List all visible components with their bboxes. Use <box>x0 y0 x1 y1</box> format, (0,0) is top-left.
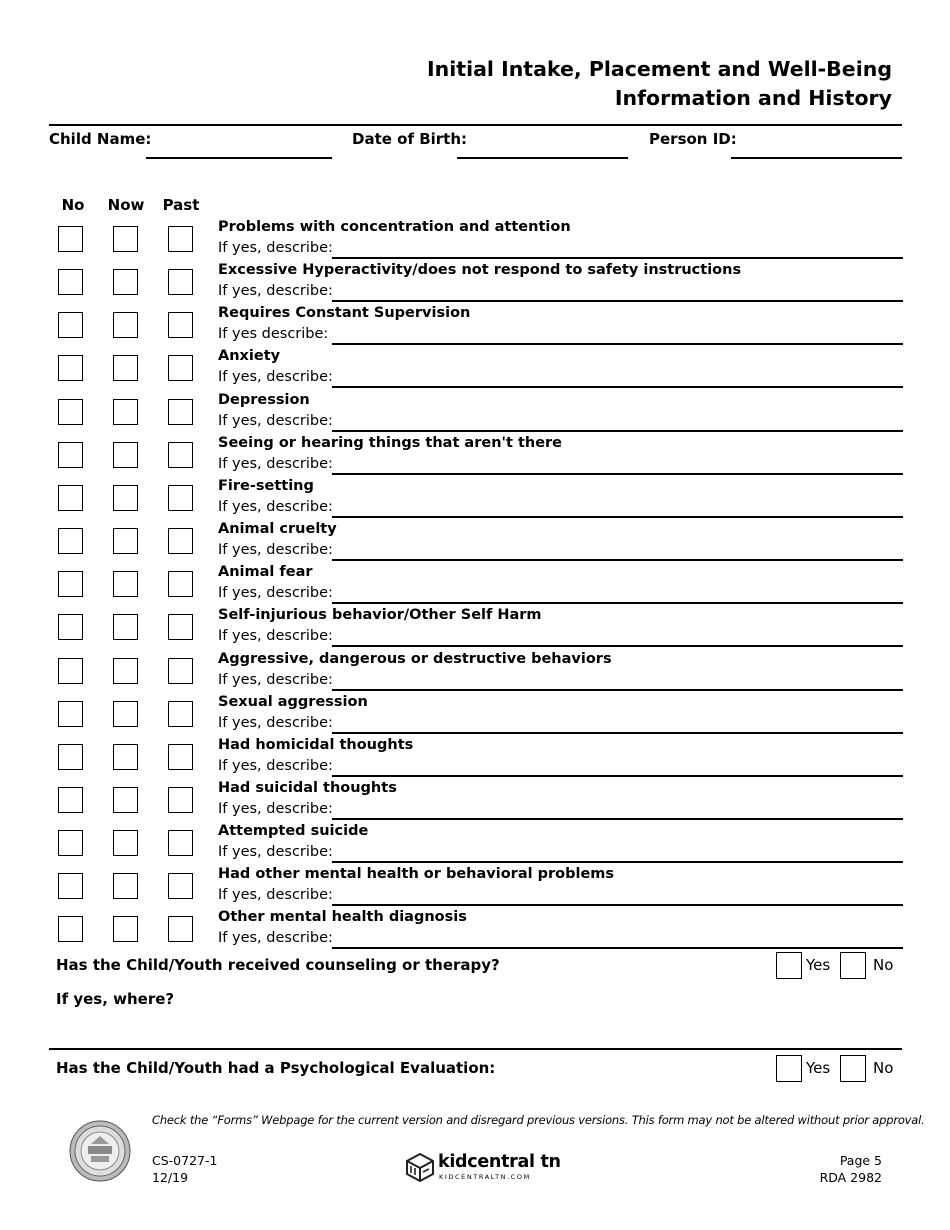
checkbox-past[interactable] <box>168 830 193 856</box>
checklist-row <box>0 348 950 391</box>
checkbox-no[interactable] <box>58 916 83 942</box>
item-title: Problems with concentration and attention <box>218 219 571 235</box>
item-describe-field[interactable] <box>332 386 903 388</box>
checkbox-past[interactable] <box>168 658 193 684</box>
page-number: Page 5 <box>839 1153 882 1168</box>
item-describe-field[interactable] <box>332 904 903 906</box>
item-describe-field[interactable] <box>332 947 903 949</box>
checklist-row <box>0 823 950 866</box>
checklist-row <box>0 607 950 650</box>
checkbox-past[interactable] <box>168 873 193 899</box>
item-title: Had suicidal thoughts <box>218 780 397 796</box>
checkbox-now[interactable] <box>113 442 138 468</box>
checkbox-past[interactable] <box>168 226 193 252</box>
item-describe-label: If yes, describe: <box>218 930 333 946</box>
checklist-row <box>0 219 950 262</box>
checklist-row <box>0 478 950 521</box>
item-describe-label: If yes, describe: <box>218 369 333 385</box>
form-title-line2: Information and History <box>614 86 892 110</box>
checkbox-past[interactable] <box>168 485 193 511</box>
item-describe-label: If yes, describe: <box>218 542 333 558</box>
checkbox-past[interactable] <box>168 312 193 338</box>
checkbox-no[interactable] <box>58 658 83 684</box>
checklist-row <box>0 737 950 780</box>
item-title: Self-injurious behavior/Other Self Harm <box>218 607 542 623</box>
checklist-row <box>0 866 950 909</box>
item-describe-field[interactable] <box>332 516 903 518</box>
counseling-where-field[interactable] <box>150 1010 902 1046</box>
item-title: Requires Constant Supervision <box>218 305 471 321</box>
counseling-no-label: No <box>873 956 894 974</box>
checkbox-past[interactable] <box>168 614 193 640</box>
item-describe-field[interactable] <box>332 300 903 302</box>
checkbox-no[interactable] <box>58 787 83 813</box>
kidcentral-logo-subtext: KIDCENTRALTN.COM <box>439 1173 531 1181</box>
checkbox-past[interactable] <box>168 355 193 381</box>
item-describe-label: If yes describe: <box>218 326 329 342</box>
checkbox-past[interactable] <box>168 787 193 813</box>
item-describe-field[interactable] <box>332 257 903 259</box>
checklist-row <box>0 694 950 737</box>
checklist-row <box>0 909 950 952</box>
checkbox-no[interactable] <box>58 312 83 338</box>
item-describe-label: If yes, describe: <box>218 758 333 774</box>
item-title: Depression <box>218 392 310 408</box>
psych-eval-yes-checkbox[interactable] <box>776 1055 802 1082</box>
checkbox-past[interactable] <box>168 744 193 770</box>
column-no: No <box>61 196 85 214</box>
item-describe-field[interactable] <box>332 343 903 345</box>
checklist-row <box>0 780 950 823</box>
kidcentral-logo-text: kidcentral tn <box>438 1152 561 1172</box>
checkbox-past[interactable] <box>168 571 193 597</box>
dob-label: Date of Birth: <box>352 130 468 148</box>
item-describe-label: If yes, describe: <box>218 672 333 688</box>
checklist-row <box>0 651 950 694</box>
item-title: Seeing or hearing things that aren't there <box>218 435 563 451</box>
child-name-label: Child Name: <box>49 130 152 148</box>
checkbox-no[interactable] <box>58 744 83 770</box>
checkbox-now[interactable] <box>113 571 138 597</box>
checkbox-past[interactable] <box>168 916 193 942</box>
item-describe-field[interactable] <box>332 775 903 777</box>
checkbox-no[interactable] <box>58 528 83 554</box>
checkbox-now[interactable] <box>113 658 138 684</box>
counseling-where-label: If yes, where? <box>56 990 175 1008</box>
checkbox-no[interactable] <box>58 873 83 899</box>
form-number: CS-0727-1 <box>152 1153 218 1168</box>
item-describe-field[interactable] <box>332 732 903 734</box>
person-id-field[interactable] <box>731 157 902 159</box>
psych-eval-question: Has the Child/Youth had a Psychological Evaluation: <box>56 1059 496 1077</box>
item-describe-label: If yes, describe: <box>218 585 333 601</box>
column-past: Past <box>162 196 200 214</box>
item-title: Attempted suicide <box>218 823 369 839</box>
checkbox-now[interactable] <box>113 873 138 899</box>
checkbox-now[interactable] <box>113 312 138 338</box>
dob-field[interactable] <box>457 157 628 159</box>
checkbox-no[interactable] <box>58 226 83 252</box>
checklist-row <box>0 305 950 348</box>
item-title: Had other mental health or behavioral problems <box>218 866 615 882</box>
checkbox-no[interactable] <box>58 701 83 727</box>
item-describe-label: If yes, describe: <box>218 240 333 256</box>
item-title: Other mental health diagnosis <box>218 909 467 925</box>
checkbox-now[interactable] <box>113 744 138 770</box>
checkbox-no[interactable] <box>58 485 83 511</box>
seal-icon <box>69 1120 131 1182</box>
checkbox-now[interactable] <box>113 916 138 942</box>
form-title <box>427 55 892 113</box>
section-divider <box>49 1048 902 1050</box>
checkbox-no[interactable] <box>58 442 83 468</box>
item-title: Aggressive, dangerous or destructive behaviors <box>218 651 612 667</box>
item-title: Had homicidal thoughts <box>218 737 414 753</box>
item-describe-label: If yes, describe: <box>218 801 333 817</box>
item-describe-label: If yes, describe: <box>218 628 333 644</box>
item-describe-field[interactable] <box>332 689 903 691</box>
checklist-row <box>0 435 950 478</box>
kidcentral-logo <box>405 1152 561 1184</box>
item-title: Anxiety <box>218 348 281 364</box>
checkbox-now[interactable] <box>113 614 138 640</box>
checkbox-no[interactable] <box>58 399 83 425</box>
item-title: Sexual aggression <box>218 694 368 710</box>
item-describe-field[interactable] <box>332 645 903 647</box>
item-describe-label: If yes, describe: <box>218 887 333 903</box>
item-describe-label: If yes, describe: <box>218 413 333 429</box>
header-divider <box>49 124 902 126</box>
counseling-question: Has the Child/Youth received counseling or therapy? <box>56 956 500 974</box>
checkbox-now[interactable] <box>113 269 138 295</box>
item-describe-label: If yes, describe: <box>218 844 333 860</box>
child-name-field[interactable] <box>146 157 332 159</box>
item-describe-label: If yes, describe: <box>218 715 333 731</box>
checkbox-past[interactable] <box>168 399 193 425</box>
column-now: Now <box>107 196 145 214</box>
footer-note: Check the “Forms” Webpage for the current version and disregard previous versions. This form may not be altered without prior approval. <box>152 1113 925 1127</box>
checkbox-now[interactable] <box>113 485 138 511</box>
item-describe-label: If yes, describe: <box>218 499 333 515</box>
checkbox-now[interactable] <box>113 787 138 813</box>
item-describe-field[interactable] <box>332 818 903 820</box>
counseling-yes-label: Yes <box>806 956 831 974</box>
item-describe-field[interactable] <box>332 861 903 863</box>
checkbox-no[interactable] <box>58 355 83 381</box>
tennessee-state-seal <box>69 1120 131 1182</box>
checklist-row <box>0 521 950 564</box>
counseling-yes-checkbox[interactable] <box>776 952 802 979</box>
checkbox-no[interactable] <box>58 830 83 856</box>
checklist-row <box>0 392 950 435</box>
item-describe-label: If yes, describe: <box>218 283 333 299</box>
rda-number: RDA 2982 <box>819 1170 882 1185</box>
item-describe-label: If yes, describe: <box>218 456 333 472</box>
checkbox-now[interactable] <box>113 226 138 252</box>
checkbox-past[interactable] <box>168 701 193 727</box>
checkbox-no[interactable] <box>58 269 83 295</box>
form-date: 12/19 <box>152 1170 189 1185</box>
item-describe-field[interactable] <box>332 602 903 604</box>
checkbox-now[interactable] <box>113 528 138 554</box>
counseling-no-checkbox[interactable] <box>840 952 866 979</box>
checkbox-now[interactable] <box>113 355 138 381</box>
person-id-label: Person ID: <box>649 130 737 148</box>
item-title: Fire-setting <box>218 478 314 494</box>
checkbox-now[interactable] <box>113 830 138 856</box>
item-describe-field[interactable] <box>332 559 903 561</box>
item-title: Animal fear <box>218 564 313 580</box>
item-describe-field[interactable] <box>332 473 903 475</box>
checklist-row <box>0 564 950 607</box>
psych-eval-yes-label: Yes <box>806 1059 831 1077</box>
checkbox-past[interactable] <box>168 269 193 295</box>
item-title: Excessive Hyperactivity/does not respond to safety instructions <box>218 262 742 278</box>
checkbox-now[interactable] <box>113 701 138 727</box>
item-describe-field[interactable] <box>332 430 903 432</box>
checkbox-no[interactable] <box>58 614 83 640</box>
checkbox-no[interactable] <box>58 571 83 597</box>
item-title: Animal cruelty <box>218 521 337 537</box>
psych-eval-no-label: No <box>873 1059 894 1077</box>
checkbox-now[interactable] <box>113 399 138 425</box>
checklist-row <box>0 262 950 305</box>
psych-eval-no-checkbox[interactable] <box>840 1055 866 1082</box>
form-title-line1: Initial Intake, Placement and Well-Being <box>427 57 892 81</box>
kidcentral-cube-icon <box>405 1152 435 1182</box>
checkbox-past[interactable] <box>168 442 193 468</box>
checkbox-past[interactable] <box>168 528 193 554</box>
